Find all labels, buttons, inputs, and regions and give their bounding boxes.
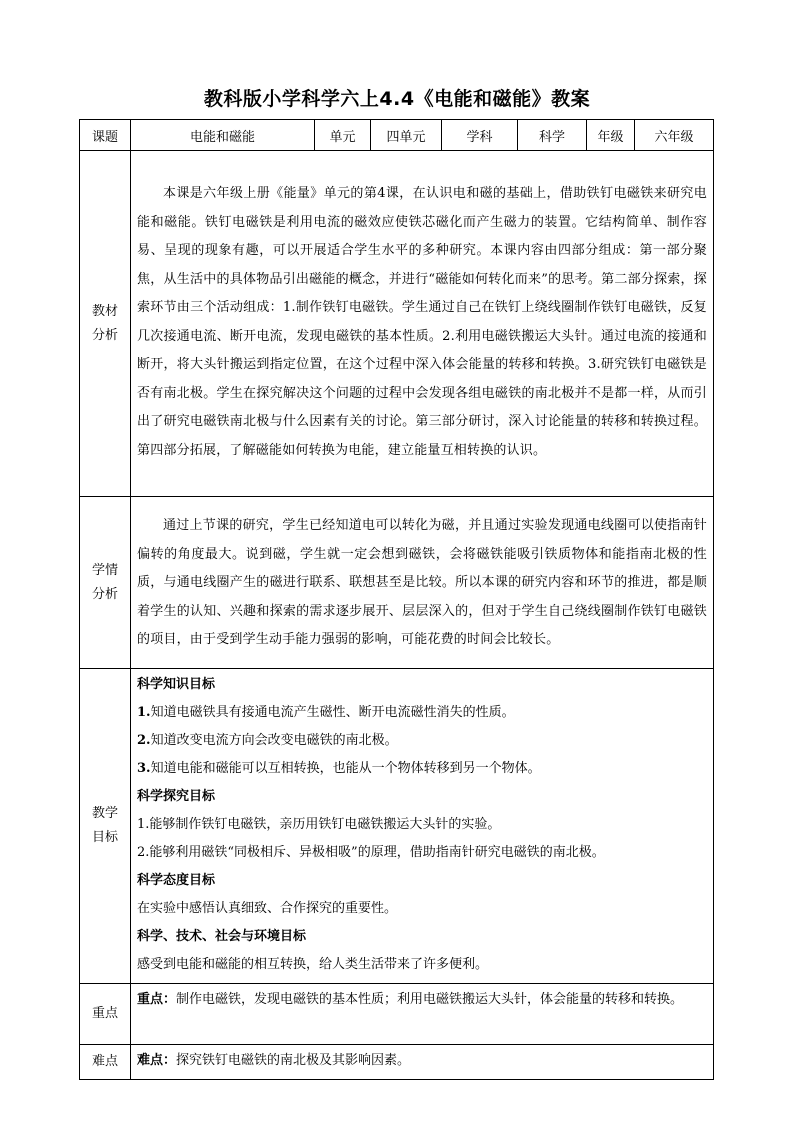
student-analysis-row [80,497,714,669]
item-number: 1. [137,817,150,832]
attitude-goals-heading: 科学态度目标 [137,873,216,888]
teaching-goals-row [80,669,714,984]
item-text: 知道电磁铁具有接通电流产生磁性、断开电流磁性消失的性质。 [150,705,515,720]
label-line: 目标 [91,830,118,845]
sts-goals-heading: 科学、技术、社会与环境目标 [137,929,307,944]
label-line: 学情 [91,562,118,578]
grade-value: 六年级 [635,120,714,151]
unit-value: 四单元 [371,120,442,151]
textbook-analysis-text: 本课是六年级上册《能量》单元的第4课，在认识电和磁的基础上，借助铁钉电磁铁来研究电能和磁能。铁钉电磁铁是利用电流的磁效应使铁芯磁化而产生磁力的装置。它结构简单、制作容易、呈现的现象有趣，可以开展适合学生水平的多种研究。本课内容由四部分组成：第一部分聚焦，从生活中的具体物品引出磁能的概念，并进行“磁能如何转化而来”的思考。第二部分探索，探索环节由三个活动组成：1.制作铁钉电磁铁。学生通过自己在铁钉上绕线圈制作铁钉电磁铁，反复几次接通电流、断开电流，发现电磁铁的基本性质。2.利用电磁铁搬运大头针。通过电流的接通和断开，将大头针搬运到指定位置，在这个过程中深入体会能量的转移和转换。3.研究铁钉电磁铁是否有南北极。学生在探究解决这个问题的过程中会发现各组电磁铁的南北极并不是都一样，从而引出了研究电磁铁南北极与什么因素有关的讨论。第三部分研讨，深入讨论能量的转移和转换过程。第四部分拓展，了解磁能如何转换为电能，建立能量互相转换的认识。 [131,151,714,497]
textbook-analysis-label [80,151,131,497]
unit-label: 单元 [315,120,371,151]
item-text: 能够利用磁铁“同极相斥、异极相吸”的原理，借助指南针研究电磁铁的南北极。 [149,845,605,860]
key-point-prefix: 重点： [137,992,177,1007]
label-line: 教学 [91,806,118,821]
document-title: 教科版小学科学六上4.4《电能和磁能》教案 [203,88,591,110]
header-row [80,120,714,151]
teaching-goals-label [80,669,131,984]
inquiry-goal-item [137,839,707,867]
item-number: 2. [137,733,151,748]
subject-label: 学科 [442,120,518,151]
difficult-point-row [80,1045,714,1080]
knowledge-goal-item [137,755,707,783]
label-line: 教材 [91,303,118,319]
item-text: 知道改变电流方向会改变电磁铁的南北极。 [150,733,398,748]
topic-value: 电能和磁能 [131,120,315,151]
item-text: 知道电能和磁能可以互相转换，也能从一个物体转移到另一个物体。 [150,761,541,776]
inquiry-goal-item [137,811,707,839]
key-point-row [80,984,714,1045]
teaching-goals-content [131,669,714,984]
knowledge-goals-heading: 科学知识目标 [137,677,216,692]
key-point-text: 制作电磁铁，发现电磁铁的基本性质；利用电磁铁搬运大头针，体会能量的转移和转换。 [176,992,684,1007]
lesson-plan-table [79,119,714,1080]
item-number: 3. [137,761,151,776]
grade-label: 年级 [587,120,635,151]
subject-value: 科学 [518,120,587,151]
textbook-analysis-row [80,151,714,497]
knowledge-goal-item [137,727,707,755]
attitude-goal-text: 在实验中感悟认真细致、合作探究的重要性。 [137,901,398,916]
difficult-point-prefix: 难点： [137,1053,177,1068]
item-number: 1. [137,705,151,720]
student-analysis-text: 通过上节课的研究，学生已经知道电可以转化为磁，并且通过实验发现通电线圈可以使指南针偏转的角度最大。说到磁，学生就一定会想到磁铁，会将磁铁能吸引铁质物体和能指南北极的性质，与通电线圈产生的磁进行联系、联想甚至是比较。所以本课的研究内容和环节的推进，都是顺着学生的认知、兴趣和探索的需求逐步展开、层层深入的，但对于学生自己绕线圈制作铁钉电磁铁的项目，由于受到学生动手能力强弱的影响，可能花费的时间会比较长。 [131,497,714,669]
difficult-point-label: 难点 [80,1045,131,1080]
student-analysis-label [80,497,131,669]
sts-goal-text: 感受到电能和磁能的相互转换，给人类生活带来了许多便利。 [137,957,489,972]
difficult-point-content [131,1045,714,1080]
key-point-label: 重点 [80,984,131,1045]
difficult-point-text: 探究铁钉电磁铁的南北极及其影响因素。 [176,1053,411,1068]
knowledge-goal-item [137,699,707,727]
item-number: 2. [137,845,150,860]
inquiry-goals-heading: 科学探究目标 [137,789,216,804]
label-line: 分析 [91,586,118,602]
key-point-content [131,984,714,1045]
topic-label: 课题 [80,120,131,151]
item-text: 能够制作铁钉电磁铁，亲历用铁钉电磁铁搬运大头针的实验。 [149,817,501,832]
label-line: 分析 [91,327,118,343]
